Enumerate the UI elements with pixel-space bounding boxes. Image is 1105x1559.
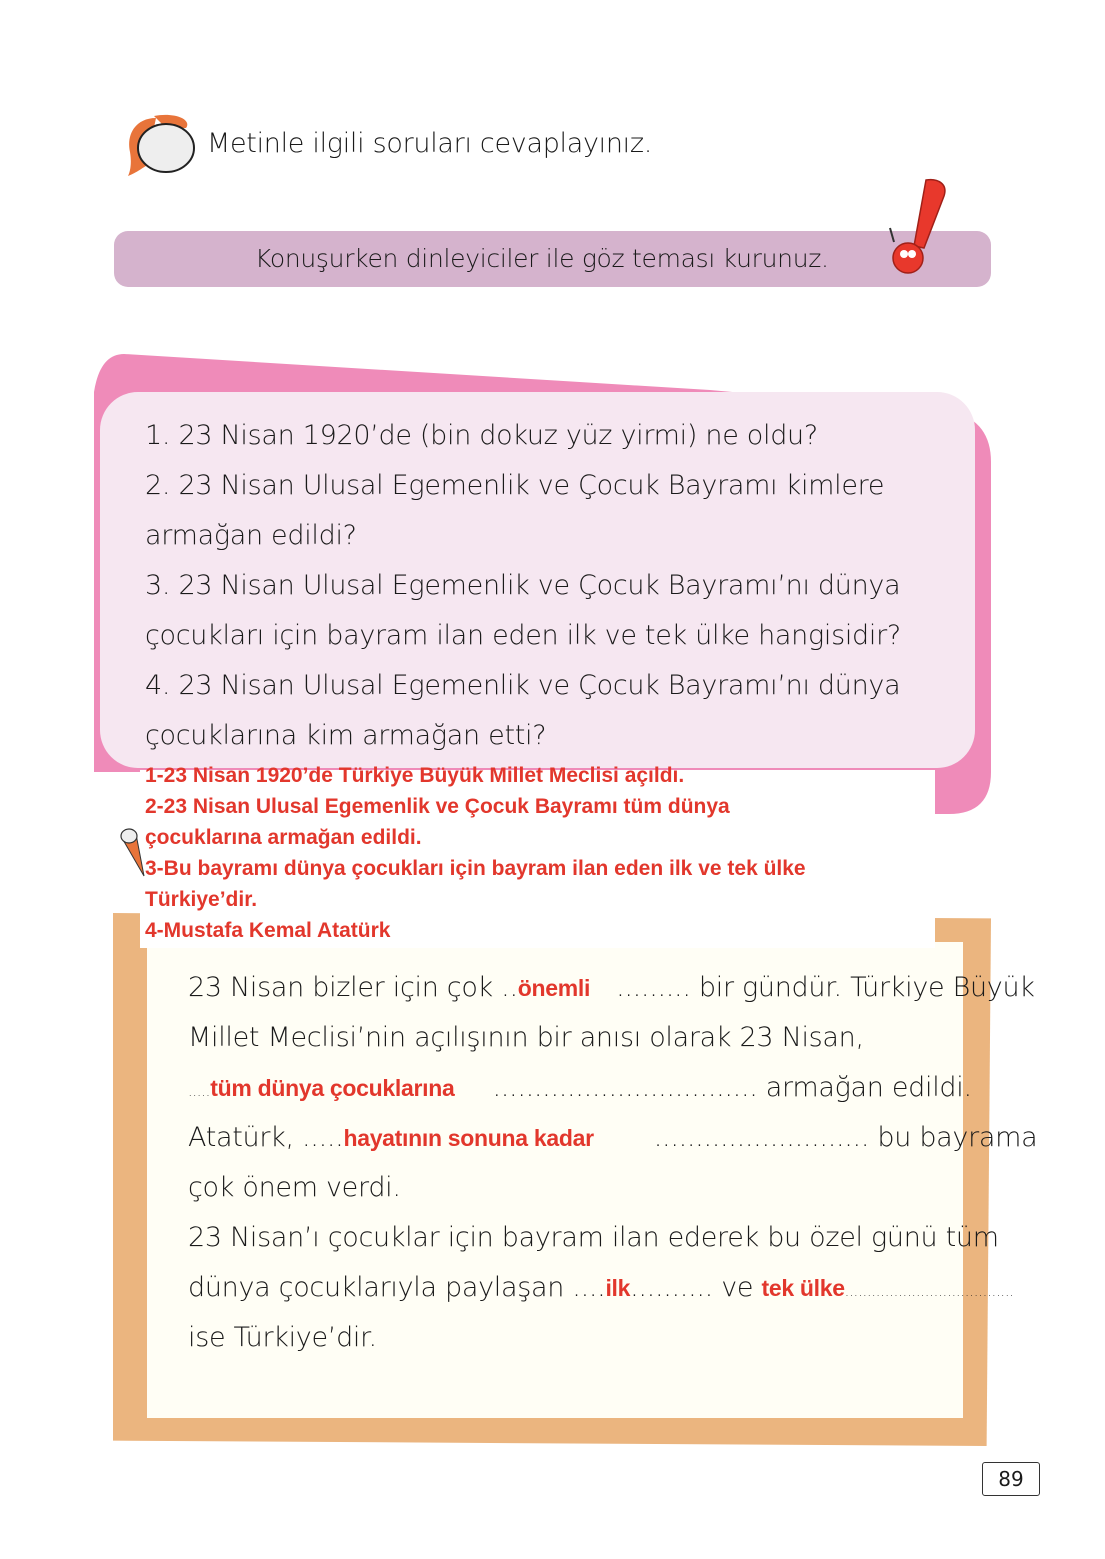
fill-line-1: [188, 972, 1035, 1003]
fill-line-7: [188, 1272, 1014, 1303]
text: 23 Nisan bizler için çok ..: [188, 972, 518, 1003]
fill-line-3: [188, 1072, 972, 1103]
answer-3-cont: Türkiye’dir.: [145, 888, 258, 911]
blank-answer[interactable]: önemli: [517, 975, 591, 1001]
exclamation-mascot-icon: [886, 176, 948, 278]
answer-2: 2-23 Nisan Ulusal Egemenlik ve Çocuk Bayramı tüm dünya: [145, 795, 730, 818]
question-3: 3. 23 Nisan Ulusal Egemenlik ve Çocuk Bayramı’nı dünya: [145, 570, 901, 601]
question-4-cont: çocuklarına kim armağan etti?: [145, 720, 547, 751]
blank-answer[interactable]: ilk: [605, 1275, 631, 1301]
dots: .....: [188, 1084, 211, 1100]
fill-line-5: çok önem verdi.: [188, 1172, 401, 1203]
blank-answer[interactable]: hayatının sonuna kadar: [343, 1125, 594, 1151]
fill-line-8: ise Türkiye’dir.: [188, 1322, 377, 1353]
answer-1: 1-23 Nisan 1920’de Türkiye Büyük Millet Meclisi açıldı.: [145, 764, 685, 787]
tip-text: Konuşurken dinleyiciler ile göz teması kurunuz.: [255, 244, 829, 273]
text: .......... ve: [630, 1272, 762, 1303]
answer-2-cont: çocuklarına armağan edildi.: [145, 826, 422, 849]
question-1: 1. 23 Nisan 1920’de (bin dokuz yüz yirmi) ne oldu?: [145, 420, 818, 451]
text: .......................... bu bayrama: [653, 1122, 1038, 1153]
fill-line-2: Millet Meclisi’nin açılışının bir anısı olarak 23 Nisan,: [188, 1022, 864, 1053]
instruction-title: Metinle ilgili soruları cevaplayınız.: [207, 128, 653, 159]
text: dünya çocuklarıyla paylaşan ....: [188, 1272, 606, 1303]
answer-3: 3-Bu bayramı dünya çocukları için bayram ilan eden ilk ve tek ülke: [145, 857, 806, 880]
question-3-cont: çocukları için bayram ilan eden ilk ve tek ülke hangisidir?: [145, 620, 901, 651]
pencil-icon: [118, 826, 148, 880]
answer-4: 4-Mustafa Kemal Atatürk: [145, 919, 391, 942]
fill-line-4: [188, 1122, 1037, 1153]
question-2-cont: armağan edildi?: [145, 520, 357, 551]
blank-answer[interactable]: tüm dünya çocuklarına: [210, 1075, 455, 1101]
text: ......... bir gündür. Türkiye Büyük: [616, 972, 1035, 1003]
speech-bubble-icon: [126, 114, 198, 178]
question-4: 4. 23 Nisan Ulusal Egemenlik ve Çocuk Bayramı’nı dünya: [145, 670, 901, 701]
fill-line-6: 23 Nisan’ı çocuklar için bayram ilan ederek bu özel günü tüm: [188, 1222, 999, 1253]
text: Atatürk, .....: [188, 1122, 344, 1153]
dots: ......................................: [844, 1284, 1014, 1300]
question-2: 2. 23 Nisan Ulusal Egemenlik ve Çocuk Bayramı kimlere: [145, 470, 885, 501]
text: ................................ armağan edildi.: [492, 1072, 972, 1103]
page-number: 89: [982, 1462, 1040, 1496]
blank-answer[interactable]: tek ülke: [761, 1275, 845, 1301]
